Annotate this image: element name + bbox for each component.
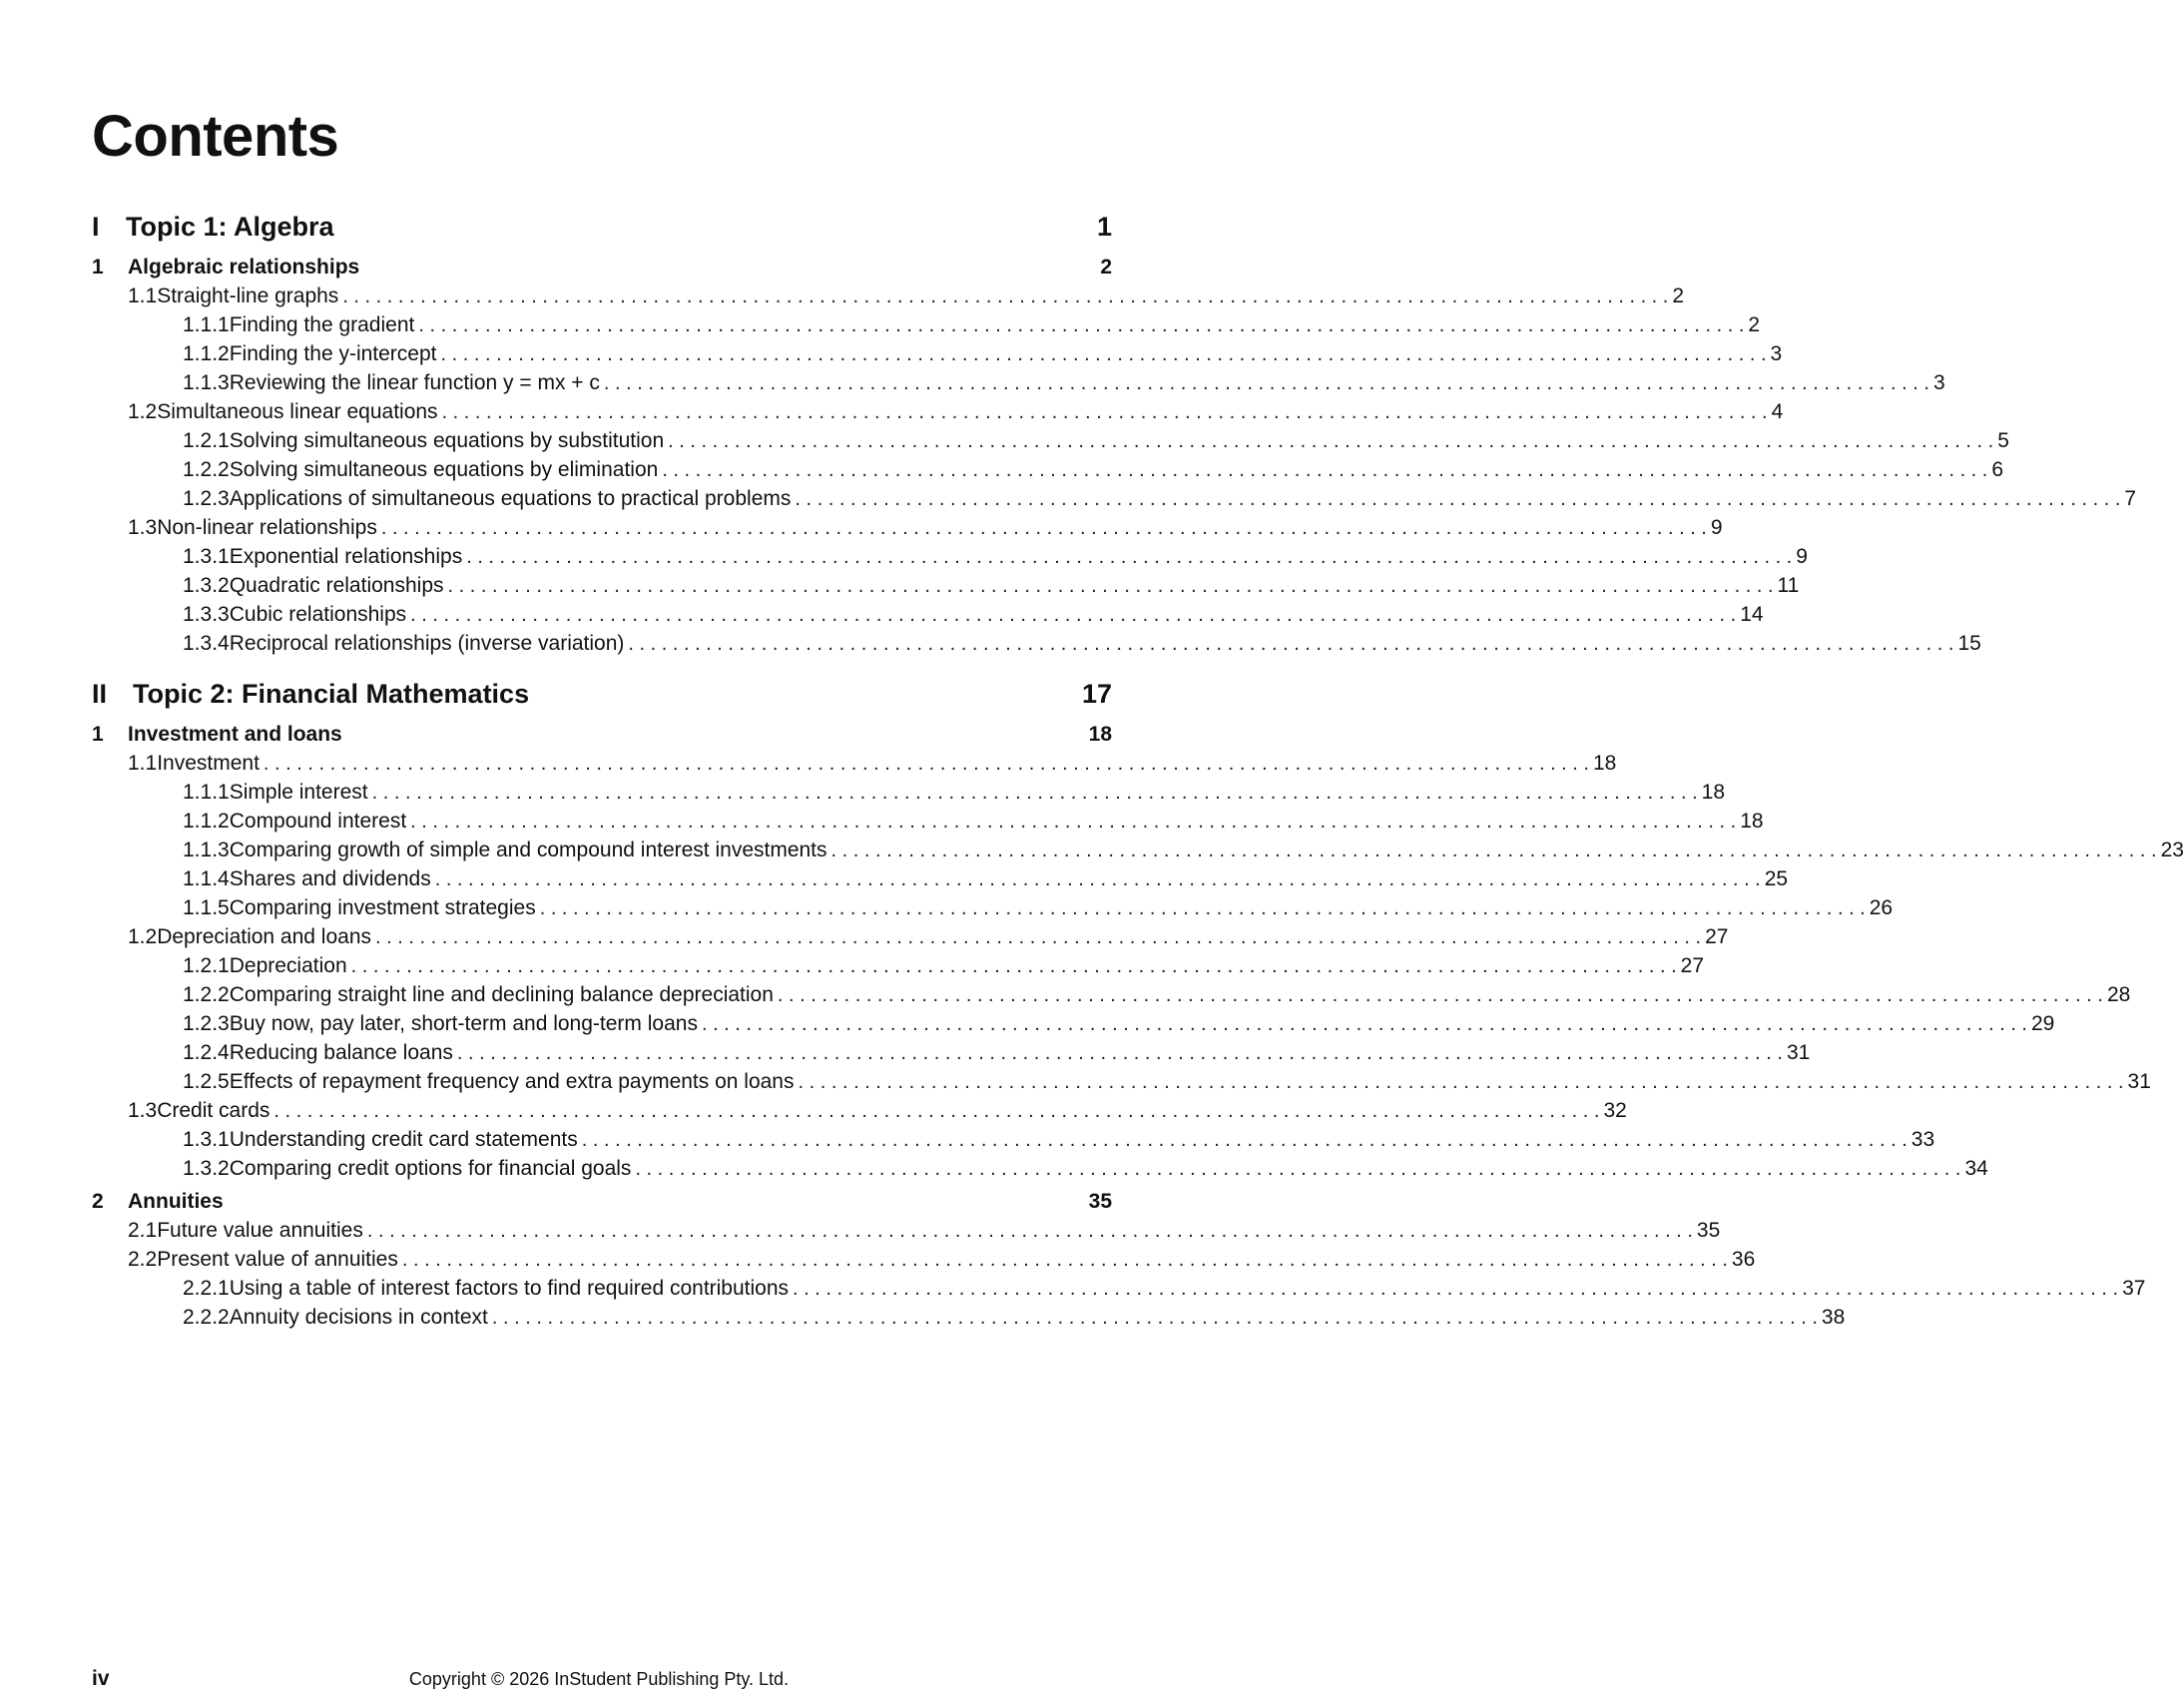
- toc-subsection-number: 1.1.3: [183, 839, 230, 861]
- dot-leader: . . . . . . . . . . . . . . . . . . . . . . . . . . . . . . . . . . . . . . . . . . . . . . . . . . . . . . . . . . . . . . . . . . . . . . . . . . . . . . . . . . . . . . . . . . . . . . . . . . . . . . . . . . . . . . . . . . . . . . . .: [830, 840, 2157, 861]
- toc-subsection-page: 6: [1991, 458, 2004, 481]
- dot-leader: . . . . . . . . . . . . . . . . . . . . . . . . . . . . . . . . . . . . . . . . . . . . . . . . . . . . . . . . . . . . . . . . . . . . . . . . . . . . . . . . . . . . . . . . . . . . . . . . . . . . . . . . . . . . . . . . . . . . . . . .: [701, 1013, 2027, 1035]
- toc-chapter[interactable]: [92, 723, 1112, 752]
- toc-subsection-number: 1.2.4: [183, 1041, 230, 1064]
- toc-section-number: 1.2: [128, 400, 158, 423]
- toc-subsection[interactable]: [92, 574, 1800, 603]
- toc-subsection-title: Shares and dividends: [229, 867, 431, 890]
- toc-section-number: 1.3: [128, 516, 158, 539]
- toc-section-title: Future value annuities: [157, 1219, 363, 1242]
- toc-subsection[interactable]: [92, 1070, 2151, 1099]
- toc-subsection[interactable]: [92, 458, 2004, 487]
- dot-leader: . . . . . . . . . . . . . . . . . . . . . . . . . . . . . . . . . . . . . . . . . . . . . . . . . . . . . . . . . . . . . . . . . . . . . . . . . . . . . . . . . . . . . . . . . . . . . . . . . . . . . . . . . . . . . . . . . . . . . . . .: [628, 633, 1954, 655]
- toc-part[interactable]: [92, 679, 1112, 723]
- dot-leader: . . . . . . . . . . . . . . . . . . . . . . . . . . . . . . . . . . . . . . . . . . . . . . . . . . . . . . . . . . . . . . . . . . . . . . . . . . . . . . . . . . . . . . . . . . . . . . . . . . . . . . . . . . . . . . . . . . . . . . . .: [366, 1220, 1693, 1242]
- toc-subsection-title: Reducing balance loans: [229, 1041, 453, 1064]
- toc-subsection-page: 9: [1796, 545, 1808, 568]
- toc-section-title: Straight-line graphs: [157, 284, 339, 307]
- dot-leader: . . . . . . . . . . . . . . . . . . . . . . . . . . . . . . . . . . . . . . . . . . . . . . . . . . . . . . . . . . . . . . . . . . . . . . . . . . . . . . . . . . . . . . . . . . . . . . . . . . . . . . . . . . . . . . . . . . . . . . . .: [795, 488, 2121, 510]
- toc-subsection-title: Compound interest: [229, 810, 407, 833]
- toc-subsection-page: 3: [1932, 371, 1945, 394]
- dot-leader: . . . . . . . . . . . . . . . . . . . . . . . . . . . . . . . . . . . . . . . . . . . . . . . . . . . . . . . . . . . . . . . . . . . . . . . . . . . . . . . . . . . . . . . . . . . . . . . . . . . . . . . . . . . . . . . . . . . . . . . .: [793, 1278, 2119, 1300]
- toc-section-title: Non-linear relationships: [157, 516, 377, 539]
- toc-subsection-page: 15: [1957, 632, 1981, 655]
- toc-subsection-number: 1.3.4: [183, 632, 230, 655]
- toc-subsection-title: Comparing credit options for financial goals: [229, 1157, 632, 1180]
- toc-subsection[interactable]: [92, 1277, 2146, 1306]
- toc-subsection-title: Solving simultaneous equations by elimination: [229, 458, 659, 481]
- toc-subsection-title: Applications of simultaneous equations to practical problems: [229, 487, 792, 510]
- dot-leader: . . . . . . . . . . . . . . . . . . . . . . . . . . . . . . . . . . . . . . . . . . . . . . . . . . . . . . . . . . . . . . . . . . . . . . . . . . . . . . . . . . . . . . . . . . . . . . . . . . . . . . . . . . . . . . . . . . . . . . . .: [342, 285, 1669, 307]
- toc-section-number: 2.1: [128, 1219, 158, 1242]
- toc-subsection-title: Depreciation: [229, 954, 347, 977]
- toc-chapter-page: 2: [1100, 256, 1112, 279]
- dot-leader: . . . . . . . . . . . . . . . . . . . . . . . . . . . . . . . . . . . . . . . . . . . . . . . . . . . . . . . . . . . . . . . . . . . . . . . . . . . . . . . . . . . . . . . . . . . . . . . . . . . . . . . . . . . . . . . . . . . . . . . .: [447, 575, 1774, 597]
- toc-chapter-title: Algebraic relationships: [128, 256, 360, 279]
- toc-subsection-number: 1.3.1: [183, 545, 230, 568]
- toc-subsection[interactable]: [92, 371, 1945, 400]
- toc-subsection-number: 1.2.5: [183, 1070, 230, 1093]
- toc-subsection-title: Effects of repayment frequency and extra payments on loans: [229, 1070, 795, 1093]
- toc-part-page: 17: [1081, 679, 1112, 709]
- dot-leader: . . . . . . . . . . . . . . . . . . . . . . . . . . . . . . . . . . . . . . . . . . . . . . . . . . . . . . . . . . . . . . . . . . . . . . . . . . . . . . . . . . . . . . . . . . . . . . . . . . . . . . . . . . . . . . . . . . . . . . . .: [777, 984, 2103, 1006]
- toc-section-number: 1.2: [128, 925, 158, 948]
- toc-subsection-number: 1.2.2: [183, 983, 230, 1006]
- toc-subsection-title: Exponential relationships: [229, 545, 463, 568]
- toc-chapter[interactable]: [92, 1190, 1112, 1219]
- toc-section-title: Depreciation and loans: [157, 925, 372, 948]
- toc-subsection[interactable]: [92, 1012, 2055, 1041]
- toc-subsection-title: Finding the gradient: [229, 313, 415, 336]
- dot-leader: . . . . . . . . . . . . . . . . . . . . . . . . . . . . . . . . . . . . . . . . . . . . . . . . . . . . . . . . . . . . . . . . . . . . . . . . . . . . . . . . . . . . . . . . . . . . . . . . . . . . . . . . . . . . . . . . . . . . . . . .: [401, 1249, 1728, 1271]
- toc-section[interactable]: [92, 400, 1784, 429]
- toc-section-page: 32: [1603, 1099, 1627, 1122]
- toc-subsection-page: 28: [2106, 983, 2131, 1006]
- dot-leader: . . . . . . . . . . . . . . . . . . . . . . . . . . . . . . . . . . . . . . . . . . . . . . . . . . . . . . . . . . . . . . . . . . . . . . . . . . . . . . . . . . . . . . . . . . . . . . . . . . . . . . . . . . . . . . . . . . . . . . . .: [635, 1158, 1961, 1180]
- toc-section[interactable]: [92, 516, 1723, 545]
- toc-subsection-number: 1.1.3: [183, 371, 230, 394]
- dot-leader: . . . . . . . . . . . . . . . . . . . . . . . . . . . . . . . . . . . . . . . . . . . . . . . . . . . . . . . . . . . . . . . . . . . . . . . . . . . . . . . . . . . . . . . . . . . . . . . . . . . . . . . . . . . . . . . . . . . . . . . .: [491, 1307, 1818, 1329]
- toc-subsection-number: 1.1.2: [183, 342, 230, 365]
- dot-leader: . . . . . . . . . . . . . . . . . . . . . . . . . . . . . . . . . . . . . . . . . . . . . . . . . . . . . . . . . . . . . . . . . . . . . . . . . . . . . . . . . . . . . . . . . . . . . . . . . . . . . . . . . . . . . . . . . . . . . . . .: [440, 343, 1767, 365]
- toc-subsection-title: Reciprocal relationships (inverse variation): [229, 632, 625, 655]
- toc-subsection-title: Using a table of interest factors to find required contributions: [229, 1277, 790, 1300]
- toc-subsection[interactable]: [92, 313, 1761, 342]
- toc-subsection-page: 33: [1911, 1128, 1935, 1151]
- toc-subsection-title: Comparing growth of simple and compound interest investments: [229, 839, 827, 861]
- dot-leader: . . . . . . . . . . . . . . . . . . . . . . . . . . . . . . . . . . . . . . . . . . . . . . . . . . . . . . . . . . . . . . . . . . . . . . . . . . . . . . . . . . . . . . . . . . . . . . . . . . . . . . . . . . . . . . . . . . . . . . . .: [350, 955, 1677, 977]
- toc-subsection[interactable]: [92, 983, 2131, 1012]
- toc-subsection-page: 26: [1869, 896, 1894, 919]
- toc-subsection-title: Quadratic relationships: [229, 574, 444, 597]
- toc-subsection[interactable]: [92, 487, 2137, 516]
- toc-subsection-number: 1.3.2: [183, 574, 230, 597]
- toc-subsection[interactable]: [92, 954, 1705, 983]
- toc-section[interactable]: [92, 1248, 1756, 1277]
- dot-leader: . . . . . . . . . . . . . . . . . . . . . . . . . . . . . . . . . . . . . . . . . . . . . . . . . . . . . . . . . . . . . . . . . . . . . . . . . . . . . . . . . . . . . . . . . . . . . . . . . . . . . . . . . . . . . . . . . . . . . . . .: [798, 1071, 2124, 1093]
- toc-chapter-number: 2: [92, 1190, 128, 1214]
- toc-subsection-title: Simple interest: [229, 781, 368, 804]
- toc-subsection[interactable]: [92, 429, 2009, 458]
- toc-section-number: 1.3: [128, 1099, 158, 1122]
- toc-section-page: 35: [1696, 1219, 1721, 1242]
- toc-subsection-page: 18: [1740, 810, 1764, 833]
- toc-subsection-title: Cubic relationships: [229, 603, 407, 626]
- toc-chapter-page: 35: [1088, 1190, 1112, 1213]
- toc-subsection-number: 1.1.2: [183, 810, 230, 833]
- toc-part-title: Topic 2: Financial Mathematics: [133, 679, 530, 709]
- toc-section-number: 1.1: [128, 752, 158, 775]
- toc-subsection-page: 18: [1701, 781, 1726, 804]
- toc-subsection[interactable]: [92, 632, 1981, 661]
- dot-leader: . . . . . . . . . . . . . . . . . . . . . . . . . . . . . . . . . . . . . . . . . . . . . . . . . . . . . . . . . . . . . . . . . . . . . . . . . . . . . . . . . . . . . . . . . . . . . . . . . . . . . . . . . . . . . . . . . . . . . . . .: [375, 926, 1702, 948]
- toc-subsection-number: 1.1.1: [183, 313, 230, 336]
- toc-subsection-page: 5: [1997, 429, 2009, 452]
- dot-leader: . . . . . . . . . . . . . . . . . . . . . . . . . . . . . . . . . . . . . . . . . . . . . . . . . . . . . . . . . . . . . . . . . . . . . . . . . . . . . . . . . . . . . . . . . . . . . . . . . . . . . . . . . . . . . . . . . . . . . . . .: [603, 372, 1929, 394]
- toc-subsection[interactable]: [92, 1128, 1935, 1157]
- toc-subsection-number: 1.2.1: [183, 954, 230, 977]
- toc-section-number: 1.1: [128, 284, 158, 307]
- toc-subsection-page: 37: [2122, 1277, 2146, 1300]
- toc-chapter-number: 1: [92, 256, 128, 280]
- toc-subsection-page: 23: [2160, 839, 2184, 861]
- toc-subsection[interactable]: [92, 545, 1808, 574]
- dot-leader: . . . . . . . . . . . . . . . . . . . . . . . . . . . . . . . . . . . . . . . . . . . . . . . . . . . . . . . . . . . . . . . . . . . . . . . . . . . . . . . . . . . . . . . . . . . . . . . . . . . . . . . . . . . . . . . . . . . . . . . .: [371, 782, 1698, 804]
- dot-leader: . . . . . . . . . . . . . . . . . . . . . . . . . . . . . . . . . . . . . . . . . . . . . . . . . . . . . . . . . . . . . . . . . . . . . . . . . . . . . . . . . . . . . . . . . . . . . . . . . . . . . . . . . . . . . . . . . . . . . . . .: [434, 868, 1761, 890]
- toc-subsection-number: 1.2.3: [183, 1012, 230, 1035]
- toc-subsection-page: 14: [1740, 603, 1764, 626]
- toc-part-title: Topic 1: Algebra: [126, 212, 334, 242]
- toc-chapter-number: 1: [92, 723, 128, 747]
- dot-leader: . . . . . . . . . . . . . . . . . . . . . . . . . . . . . . . . . . . . . . . . . . . . . . . . . . . . . . . . . . . . . . . . . . . . . . . . . . . . . . . . . . . . . . . . . . . . . . . . . . . . . . . . . . . . . . . . . . . . . . . .: [410, 811, 1737, 833]
- toc-section-page: 18: [1592, 752, 1617, 775]
- toc-section-title: Credit cards: [157, 1099, 271, 1122]
- toc-part-number: II: [92, 679, 133, 710]
- toc-subsection-title: Buy now, pay later, short-term and long-term loans: [229, 1012, 698, 1035]
- toc-subsection-page: 11: [1777, 574, 1800, 597]
- toc-part[interactable]: [92, 212, 1112, 256]
- footer-copyright: Copyright © 2026 InStudent Publishing Pty. Ltd.: [408, 1669, 790, 1689]
- toc-chapter-page: 18: [1088, 723, 1112, 746]
- toc-section-page: 36: [1731, 1248, 1756, 1271]
- toc-section[interactable]: [92, 1219, 1721, 1248]
- table-of-contents: [92, 212, 2184, 1335]
- toc-subsection-number: 2.2.2: [183, 1306, 230, 1329]
- toc-subsection-number: 1.2.3: [183, 487, 230, 510]
- toc-chapter-title: Investment and loans: [128, 723, 342, 746]
- dot-leader: . . . . . . . . . . . . . . . . . . . . . . . . . . . . . . . . . . . . . . . . . . . . . . . . . . . . . . . . . . . . . . . . . . . . . . . . . . . . . . . . . . . . . . . . . . . . . . . . . . . . . . . . . . . . . . . . . . . . . . . .: [668, 430, 1994, 452]
- toc-subsection[interactable]: [92, 810, 1764, 839]
- toc-section-number: 2.2: [128, 1248, 158, 1271]
- page-title: Contents: [92, 104, 339, 169]
- toc-subsection-page: 25: [1764, 867, 1789, 890]
- toc-subsection-page: 31: [1786, 1041, 1811, 1064]
- toc-subsection-page: 29: [2031, 1012, 2055, 1035]
- toc-subsection-title: Understanding credit card statements: [229, 1128, 578, 1151]
- toc-subsection-number: 1.2.1: [183, 429, 230, 452]
- toc-subsection-page: 38: [1821, 1306, 1846, 1329]
- dot-leader: . . . . . . . . . . . . . . . . . . . . . . . . . . . . . . . . . . . . . . . . . . . . . . . . . . . . . . . . . . . . . . . . . . . . . . . . . . . . . . . . . . . . . . . . . . . . . . . . . . . . . . . . . . . . . . . . . . . . . . . .: [441, 401, 1768, 423]
- toc-subsection-page: 7: [2124, 487, 2137, 510]
- toc-chapter[interactable]: [92, 256, 1112, 284]
- toc-part-number: I: [92, 212, 126, 243]
- toc-subsection-number: 1.1.5: [183, 896, 230, 919]
- toc-section-title: Investment: [157, 752, 260, 775]
- toc-subsection[interactable]: [92, 896, 1894, 925]
- footer-page-number: iv: [92, 1667, 110, 1690]
- toc-subsection-number: 1.3.2: [183, 1157, 230, 1180]
- toc-subsection[interactable]: [92, 781, 1726, 810]
- dot-leader: . . . . . . . . . . . . . . . . . . . . . . . . . . . . . . . . . . . . . . . . . . . . . . . . . . . . . . . . . . . . . . . . . . . . . . . . . . . . . . . . . . . . . . . . . . . . . . . . . . . . . . . . . . . . . . . . . . . . . . . .: [466, 546, 1793, 568]
- toc-subsection-title: Solving simultaneous equations by substitution: [229, 429, 665, 452]
- dot-leader: . . . . . . . . . . . . . . . . . . . . . . . . . . . . . . . . . . . . . . . . . . . . . . . . . . . . . . . . . . . . . . . . . . . . . . . . . . . . . . . . . . . . . . . . . . . . . . . . . . . . . . . . . . . . . . . . . . . . . . . .: [456, 1042, 1783, 1064]
- toc-section-page: 9: [1710, 516, 1723, 539]
- toc-subsection-page: 2: [1748, 313, 1761, 336]
- dot-leader: . . . . . . . . . . . . . . . . . . . . . . . . . . . . . . . . . . . . . . . . . . . . . . . . . . . . . . . . . . . . . . . . . . . . . . . . . . . . . . . . . . . . . . . . . . . . . . . . . . . . . . . . . . . . . . . . . . . . . . . .: [539, 897, 1866, 919]
- toc-section-title: Simultaneous linear equations: [157, 400, 438, 423]
- dot-leader: . . . . . . . . . . . . . . . . . . . . . . . . . . . . . . . . . . . . . . . . . . . . . . . . . . . . . . . . . . . . . . . . . . . . . . . . . . . . . . . . . . . . . . . . . . . . . . . . . . . . . . . . . . . . . . . . . . . . . . . .: [581, 1129, 1908, 1151]
- dot-leader: . . . . . . . . . . . . . . . . . . . . . . . . . . . . . . . . . . . . . . . . . . . . . . . . . . . . . . . . . . . . . . . . . . . . . . . . . . . . . . . . . . . . . . . . . . . . . . . . . . . . . . . . . . . . . . . . . . . . . . . .: [410, 604, 1737, 626]
- toc-subsection-number: 1.3.3: [183, 603, 230, 626]
- toc-subsection[interactable]: [92, 1041, 1811, 1070]
- toc-subsection-title: Comparing straight line and declining balance depreciation: [229, 983, 774, 1006]
- toc-subsection-page: 3: [1770, 342, 1783, 365]
- dot-leader: . . . . . . . . . . . . . . . . . . . . . . . . . . . . . . . . . . . . . . . . . . . . . . . . . . . . . . . . . . . . . . . . . . . . . . . . . . . . . . . . . . . . . . . . . . . . . . . . . . . . . . . . . . . . . . . . . . . . . . . .: [273, 1100, 1600, 1122]
- toc-section[interactable]: [92, 284, 1685, 313]
- toc-subsection[interactable]: [92, 867, 1789, 896]
- toc-subsection-number: 1.1.1: [183, 781, 230, 804]
- toc-subsection-title: Annuity decisions in context: [229, 1306, 488, 1329]
- dot-leader: . . . . . . . . . . . . . . . . . . . . . . . . . . . . . . . . . . . . . . . . . . . . . . . . . . . . . . . . . . . . . . . . . . . . . . . . . . . . . . . . . . . . . . . . . . . . . . . . . . . . . . . . . . . . . . . . . . . . . . . .: [418, 314, 1745, 336]
- toc-section[interactable]: [92, 925, 1729, 954]
- dot-leader: . . . . . . . . . . . . . . . . . . . . . . . . . . . . . . . . . . . . . . . . . . . . . . . . . . . . . . . . . . . . . . . . . . . . . . . . . . . . . . . . . . . . . . . . . . . . . . . . . . . . . . . . . . . . . . . . . . . . . . . .: [380, 517, 1707, 539]
- toc-subsection-number: 1.3.1: [183, 1128, 230, 1151]
- dot-leader: . . . . . . . . . . . . . . . . . . . . . . . . . . . . . . . . . . . . . . . . . . . . . . . . . . . . . . . . . . . . . . . . . . . . . . . . . . . . . . . . . . . . . . . . . . . . . . . . . . . . . . . . . . . . . . . . . . . . . . . .: [263, 753, 1589, 775]
- toc-subsection-page: 27: [1680, 954, 1705, 977]
- toc-part-page: 1: [1096, 212, 1112, 242]
- toc-section-title: Present value of annuities: [157, 1248, 398, 1271]
- dot-leader: . . . . . . . . . . . . . . . . . . . . . . . . . . . . . . . . . . . . . . . . . . . . . . . . . . . . . . . . . . . . . . . . . . . . . . . . . . . . . . . . . . . . . . . . . . . . . . . . . . . . . . . . . . . . . . . . . . . . . . . .: [662, 459, 1988, 481]
- toc-subsection-title: Comparing investment strategies: [229, 896, 536, 919]
- toc-subsection[interactable]: [92, 1157, 1988, 1186]
- toc-subsection[interactable]: [92, 603, 1764, 632]
- toc-subsection-number: 1.1.4: [183, 867, 230, 890]
- toc-chapter-title: Annuities: [128, 1190, 224, 1213]
- toc-subsection-page: 31: [2127, 1070, 2151, 1093]
- toc-section[interactable]: [92, 752, 1617, 781]
- toc-section-page: 4: [1771, 400, 1784, 423]
- toc-subsection-number: 1.2.2: [183, 458, 230, 481]
- toc-subsection-title: Reviewing the linear function y = mx + c: [229, 371, 600, 394]
- toc-section-page: 2: [1672, 284, 1685, 307]
- toc-section[interactable]: [92, 1099, 1627, 1128]
- toc-subsection[interactable]: [92, 342, 1783, 371]
- toc-subsection-number: 2.2.1: [183, 1277, 230, 1300]
- toc-subsection[interactable]: [92, 1306, 1846, 1335]
- toc-section-page: 27: [1705, 925, 1729, 948]
- toc-subsection-page: 34: [1964, 1157, 1988, 1180]
- toc-subsection[interactable]: [92, 839, 2184, 867]
- toc-subsection-title: Finding the y-intercept: [229, 342, 437, 365]
